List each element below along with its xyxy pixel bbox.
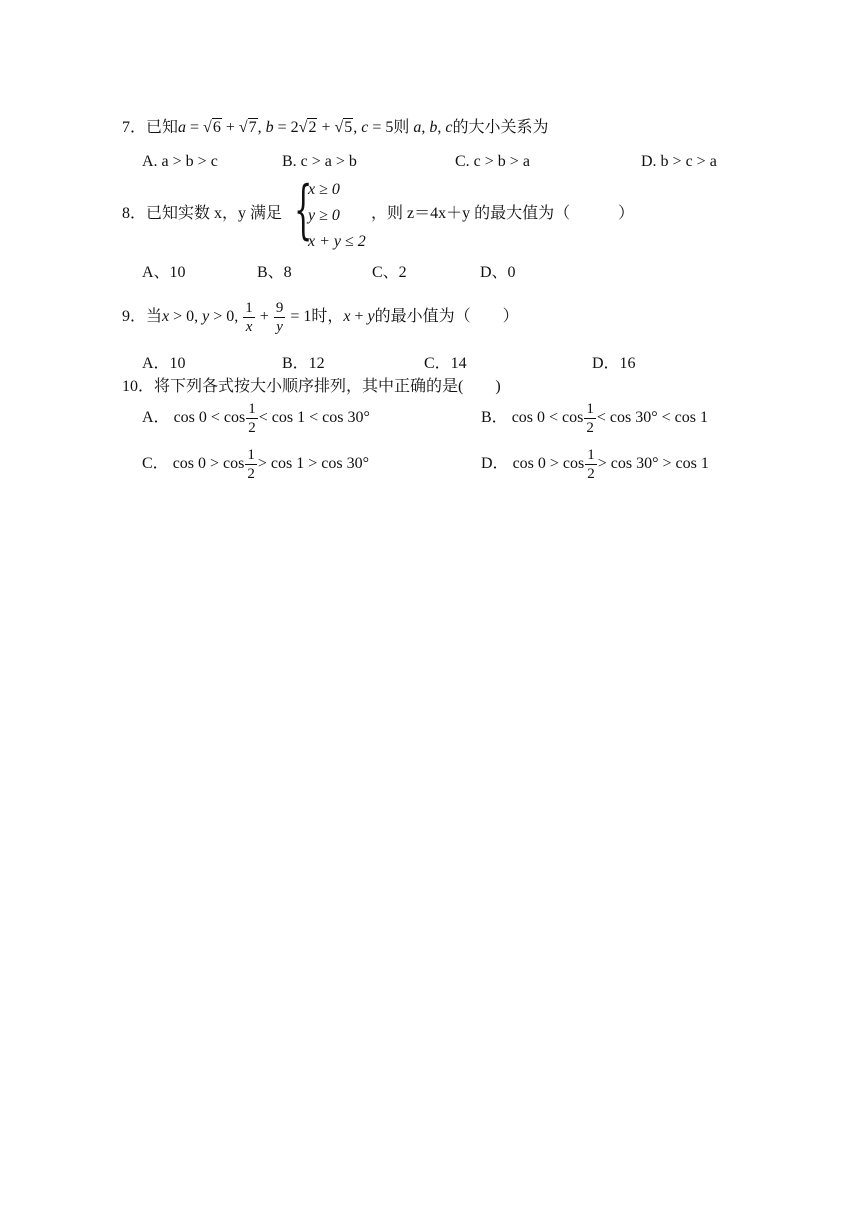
q7-option-c[interactable]: C. c > b > a xyxy=(455,153,530,170)
q8-constraint-1: x ≥ 0 xyxy=(308,181,340,198)
q10-label-d: D． xyxy=(481,455,509,472)
q9-option-a[interactable]: A．10 xyxy=(142,355,186,372)
q8-brace: { xyxy=(294,173,313,247)
q7-option-a[interactable]: A. a > b > c xyxy=(142,153,218,170)
q8-option-a[interactable]: A、10 xyxy=(142,264,186,281)
q9-option-c[interactable]: C．14 xyxy=(424,355,467,372)
q8-option-b[interactable]: B、8 xyxy=(257,264,292,281)
q8-constraint-2: y ≥ 0 xyxy=(308,207,340,224)
q10-label-a: A． xyxy=(142,409,170,426)
q9-option-d[interactable]: D．16 xyxy=(592,355,636,372)
q10-option-d[interactable]: D． cos 0 > cos $\frac{1}{2}$ > cos 30° > cos 1 xyxy=(481,446,709,482)
q7-option-d[interactable]: D. b > c > a xyxy=(641,153,717,170)
q7-formula: a = √6 + √7, b = 2√2 + √5, c = 5则 a, b, c xyxy=(178,119,453,136)
q7-suffix: 的大小关系为 xyxy=(452,119,549,136)
question-9-stem: 9．当x > 0, y > 0, $\frac{1}{x}$ + $\frac{9}{y}$ = 1时，x + y的最小值为（ ） xyxy=(122,299,519,335)
q10-label-c: C． xyxy=(142,455,169,472)
q10-option-a[interactable]: A． cos 0 < cos $\frac{1}{2}$ < cos 1 < cos 30° xyxy=(142,400,370,436)
q7-option-b[interactable]: B. c > a > b xyxy=(282,153,357,170)
q8-option-c[interactable]: C、2 xyxy=(372,264,407,281)
question-8-suffix: ，则 z＝4x＋y 的最大值为（ ） xyxy=(371,205,635,222)
q10-option-c[interactable]: C． cos 0 > cos $\frac{1}{2}$ > cos 1 > cos 30° xyxy=(142,446,369,482)
q9-end: 的最小值为（ ） xyxy=(374,308,519,325)
q9-suffix: 时， xyxy=(311,308,344,325)
q9-option-b[interactable]: B．12 xyxy=(282,355,325,372)
q9-formula: x > 0, y > 0, $\frac{1}{x}$ + $\frac{9}{y}$ = 1 xyxy=(162,299,312,335)
q8-option-d[interactable]: D、0 xyxy=(480,264,516,281)
q9-prefix: 9．当 xyxy=(122,308,163,325)
question-8-prefix: 8．已知实数 x，y 满足 xyxy=(122,205,283,222)
q8-system xyxy=(308,177,366,255)
q7-prefix: 7．已知 xyxy=(122,119,179,136)
q8-constraint-3: x + y ≤ 2 xyxy=(308,233,366,250)
question-10-stem: 10．将下列各式按大小顺序排列，其中正确的是( ) xyxy=(122,378,501,395)
q10-label-b: B． xyxy=(481,409,508,426)
q10-option-b[interactable]: B． cos 0 < cos $\frac{1}{2}$ < cos 30° < cos 1 xyxy=(481,400,708,436)
q9-expr: x xyxy=(343,308,351,325)
question-7-stem xyxy=(122,117,549,139)
